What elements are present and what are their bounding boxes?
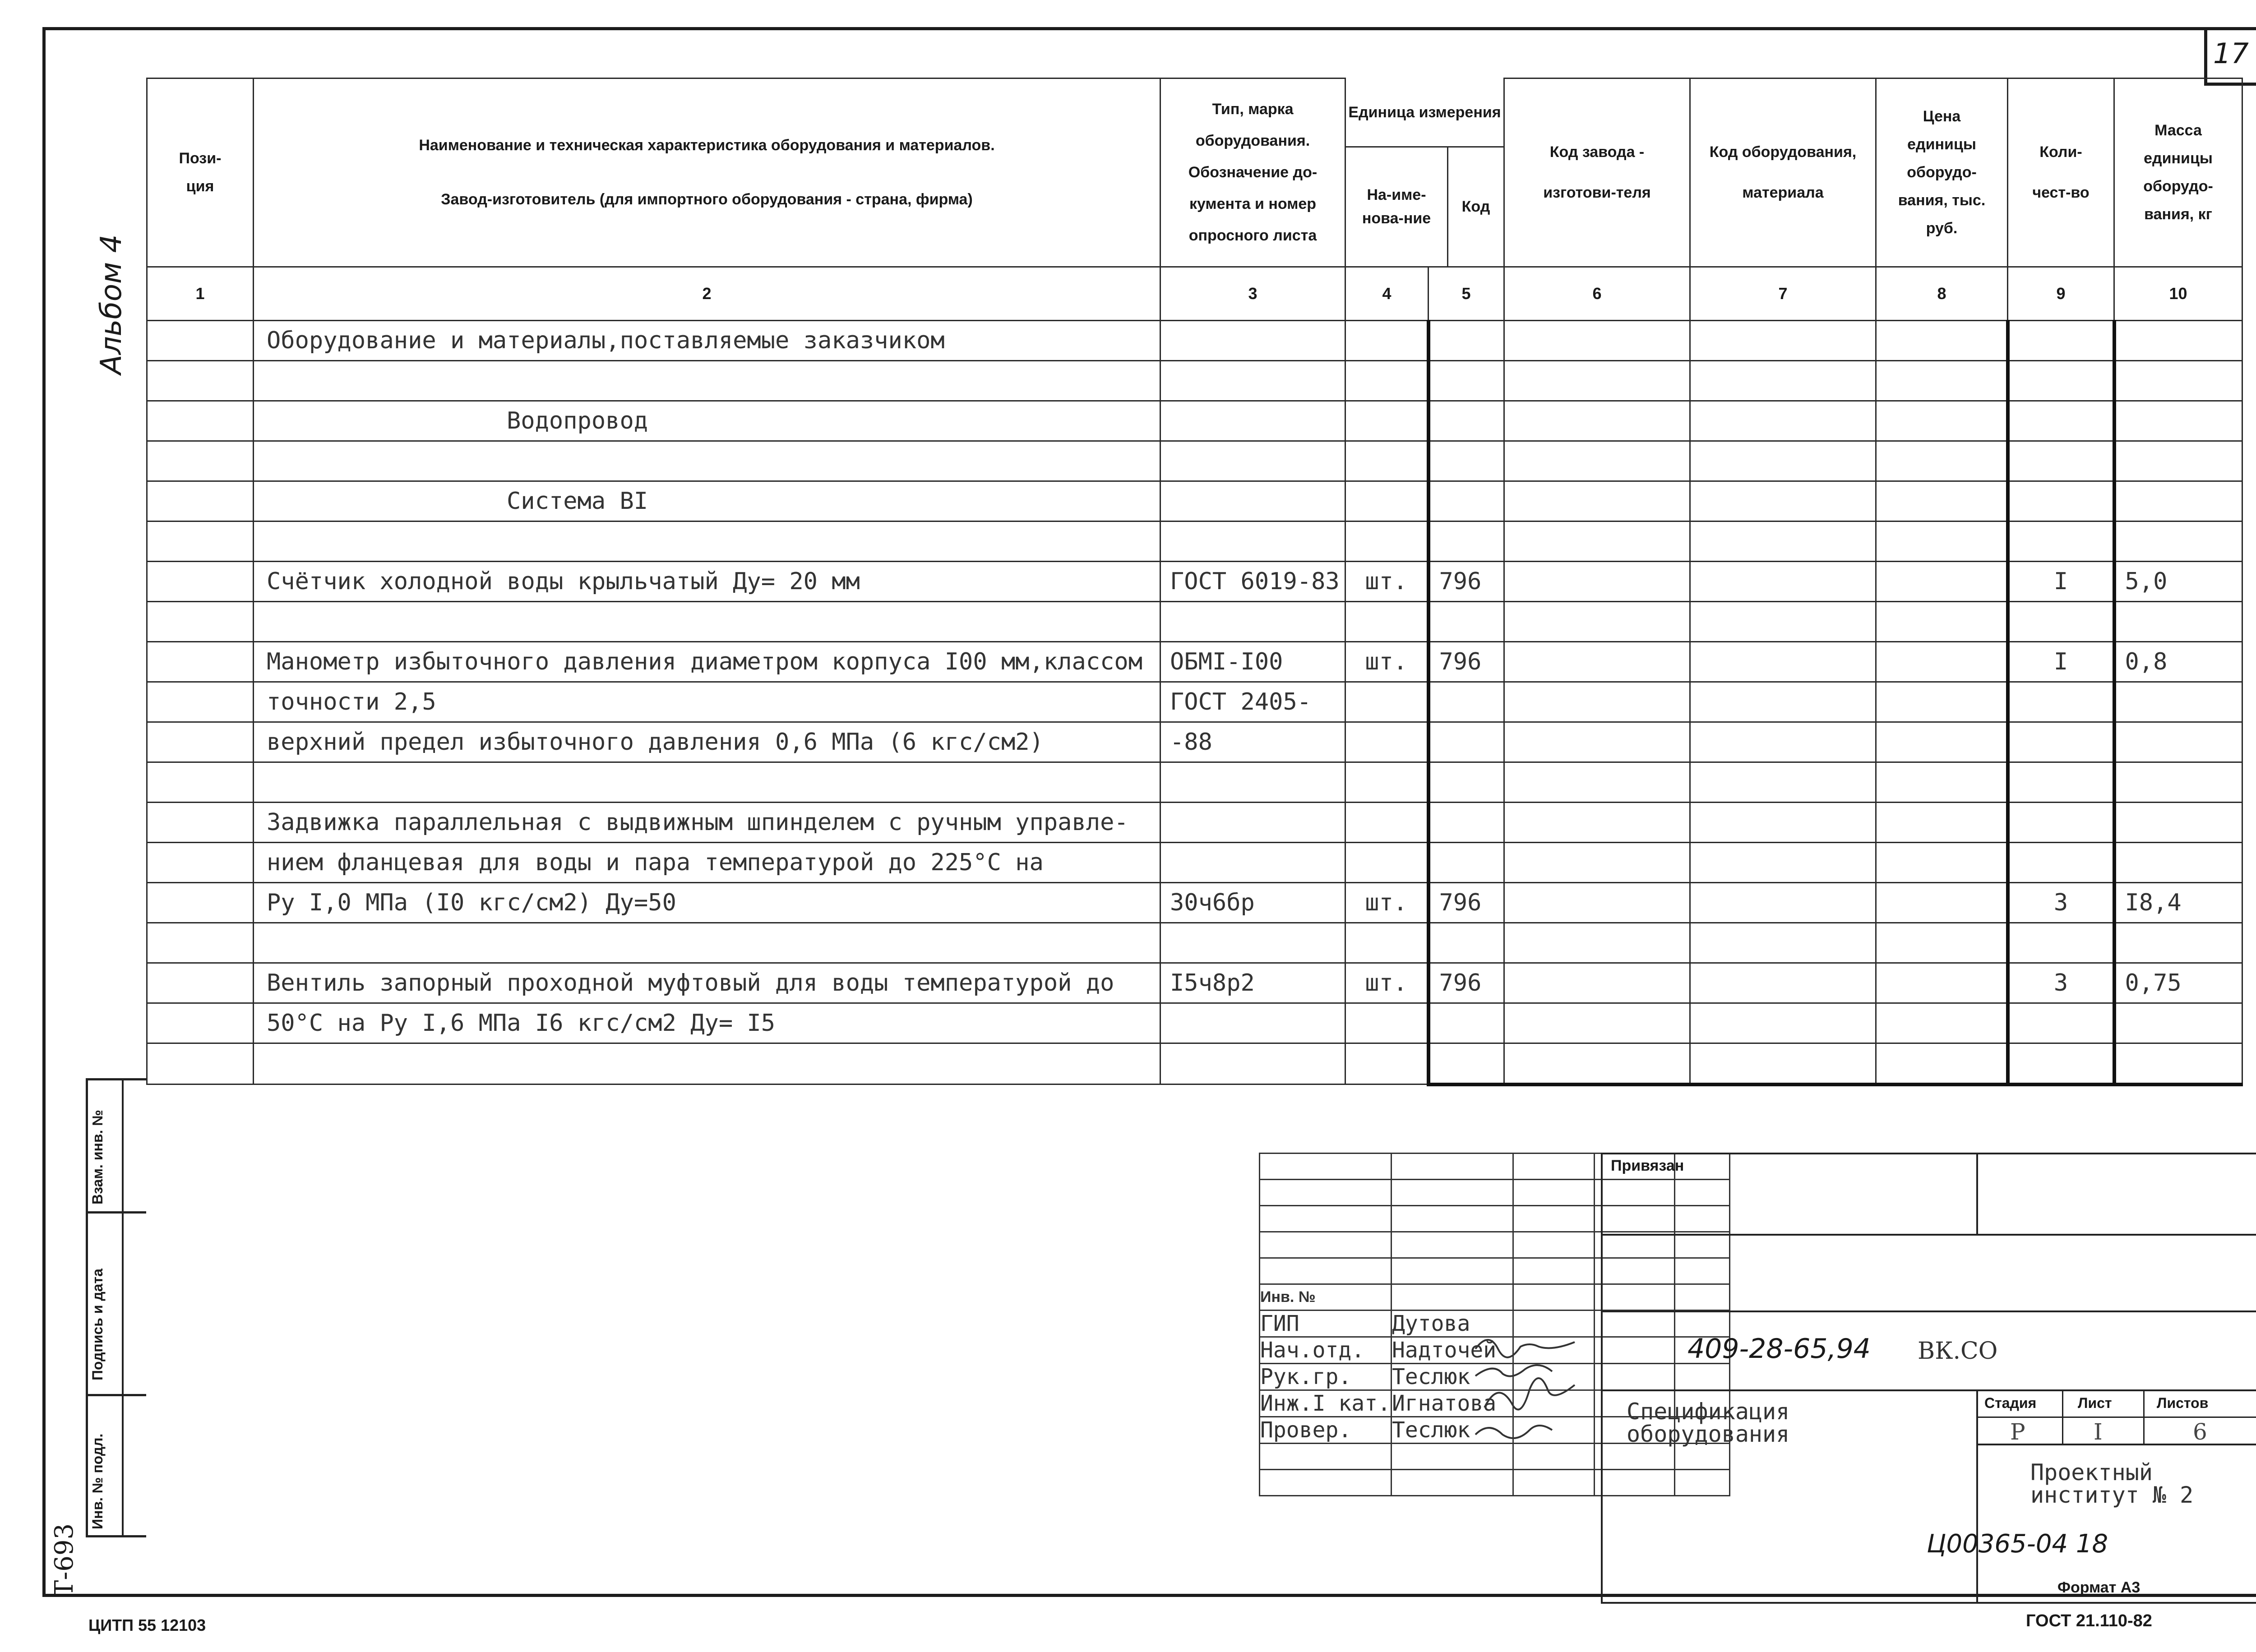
row-mass xyxy=(2114,722,2242,762)
table-row xyxy=(147,360,2242,401)
table-cell xyxy=(147,521,254,561)
row-code: 796 xyxy=(1428,882,1504,923)
row-unit xyxy=(1345,320,1428,360)
table-row xyxy=(147,561,2242,601)
table-cell xyxy=(1876,722,2008,762)
table-cell xyxy=(1690,722,1876,762)
colnum-2: 2 xyxy=(254,267,1160,320)
table-cell xyxy=(1876,682,2008,722)
table-cell xyxy=(147,963,254,1003)
row-name: Оборудование и материалы,поставляемые заказчиком xyxy=(254,320,1160,360)
table-row xyxy=(147,963,2242,1003)
table-cell xyxy=(147,842,254,882)
row-code xyxy=(1428,320,1504,360)
table-row xyxy=(147,441,2242,481)
row-code xyxy=(1428,722,1504,762)
row-code xyxy=(1428,521,1504,561)
inv-no-label: Инв. № xyxy=(1260,1284,1392,1311)
table-cell xyxy=(1690,842,1876,882)
orig-inv-label: Инв. № подл. xyxy=(89,1433,106,1529)
row-unit xyxy=(1345,521,1428,561)
stage-header: Стадия xyxy=(1984,1395,2037,1411)
colnum-10: 10 xyxy=(2114,267,2242,320)
table-cell xyxy=(1690,481,1876,521)
colnum-6: 6 xyxy=(1504,267,1690,320)
role-head: Нач.отд. xyxy=(1260,1337,1392,1364)
row-name: точности 2,5 xyxy=(254,682,1160,722)
row-unit xyxy=(1345,601,1428,641)
row-unit xyxy=(1345,1003,1428,1043)
row-qty xyxy=(2008,481,2114,521)
row-type: ОБМI-I00 xyxy=(1160,641,1345,682)
tb-divider xyxy=(1976,1153,1978,1234)
attached-label: Привязан xyxy=(1611,1157,1684,1174)
handwritten-code: Ц00365-04 18 xyxy=(1927,1529,2108,1559)
row-mass xyxy=(2114,320,2242,360)
signatures-drawing xyxy=(1471,1326,1606,1448)
table-cell xyxy=(1504,521,1690,561)
table-cell xyxy=(147,360,254,401)
table-cell xyxy=(1504,802,1690,842)
row-type xyxy=(1160,320,1345,360)
row-type xyxy=(1160,762,1345,802)
row-qty xyxy=(2008,320,2114,360)
table-cell xyxy=(147,882,254,923)
row-unit xyxy=(1345,401,1428,441)
table-cell xyxy=(147,1043,254,1084)
row-qty xyxy=(2008,1043,2114,1084)
table-row xyxy=(147,1003,2242,1043)
row-code xyxy=(1428,360,1504,401)
table-cell xyxy=(147,802,254,842)
header-type: Тип, марка оборудования. Обозначение до-кумента и номер опросного листа xyxy=(1160,78,1345,267)
row-name: верхний предел избыточного давления 0,6 МПа (6 кгс/см2) xyxy=(254,722,1160,762)
table-cell xyxy=(1876,360,2008,401)
row-code: 796 xyxy=(1428,641,1504,682)
table-row xyxy=(147,641,2242,682)
name-lead: Теслюк xyxy=(1391,1364,1513,1390)
row-code xyxy=(1428,762,1504,802)
row-unit xyxy=(1345,481,1428,521)
table-cell xyxy=(1690,882,1876,923)
table-cell xyxy=(1504,641,1690,682)
tb-divider xyxy=(1601,1234,2256,1236)
row-name xyxy=(254,762,1160,802)
gost-standard: ГОСТ 21.110-82 xyxy=(2026,1611,2152,1630)
table-cell xyxy=(1690,441,1876,481)
table-cell xyxy=(1504,842,1690,882)
table-row xyxy=(147,1043,2242,1084)
header-equipment-code: Код оборудования, материала xyxy=(1690,78,1876,267)
row-mass xyxy=(2114,601,2242,641)
row-qty: 3 xyxy=(2008,882,2114,923)
row-code xyxy=(1428,842,1504,882)
table-cell xyxy=(1504,882,1690,923)
table-cell xyxy=(1504,320,1690,360)
row-type xyxy=(1160,802,1345,842)
table-cell xyxy=(147,401,254,441)
tb-divider xyxy=(1976,1417,2256,1418)
row-name: Вентиль запорный проходной муфтовый для воды температурой до xyxy=(254,963,1160,1003)
side-divider xyxy=(86,1211,146,1214)
table-cell xyxy=(147,923,254,963)
row-mass xyxy=(2114,401,2242,441)
table-cell xyxy=(1690,601,1876,641)
table-cell xyxy=(147,601,254,641)
role-engineer: Инж.I кат. xyxy=(1260,1391,1391,1416)
row-mass xyxy=(2114,923,2242,963)
row-code: 796 xyxy=(1428,963,1504,1003)
row-unit: шт. xyxy=(1345,882,1428,923)
table-row xyxy=(147,802,2242,842)
table-row xyxy=(147,521,2242,561)
table-cell xyxy=(1876,320,2008,360)
table-cell xyxy=(1876,401,2008,441)
row-type xyxy=(1160,481,1345,521)
row-mass xyxy=(2114,1003,2242,1043)
table-cell xyxy=(1876,441,2008,481)
table-row xyxy=(147,320,2242,360)
row-name xyxy=(254,441,1160,481)
row-qty xyxy=(2008,601,2114,641)
row-type: -88 xyxy=(1160,722,1345,762)
row-code xyxy=(1428,601,1504,641)
table-cell xyxy=(1504,923,1690,963)
side-inner-line xyxy=(122,1078,124,1537)
table-cell xyxy=(1876,882,2008,923)
table-cell xyxy=(1876,641,2008,682)
table-cell xyxy=(1690,1043,1876,1084)
colnum-5: 5 xyxy=(1428,267,1504,320)
sheets-header: Листов xyxy=(2157,1395,2209,1411)
row-name xyxy=(254,360,1160,401)
header-unit: Единица измерения xyxy=(1346,78,1503,148)
table-cell xyxy=(147,441,254,481)
album-label: Альбом 4 xyxy=(95,234,128,374)
row-name: Система ВI xyxy=(254,481,1160,521)
designation: 409-28-65,94 xyxy=(1687,1333,1871,1365)
row-type xyxy=(1160,1043,1345,1084)
row-qty xyxy=(2008,360,2114,401)
row-code xyxy=(1428,923,1504,963)
name-engineer: Игнатова xyxy=(1391,1390,1513,1417)
sheets-value: 6 xyxy=(2193,1419,2207,1445)
table-cell xyxy=(1690,923,1876,963)
row-qty: I xyxy=(2008,641,2114,682)
row-type: ГОСТ 6019-83 xyxy=(1160,561,1345,601)
table-cell xyxy=(1876,601,2008,641)
row-qty xyxy=(2008,1003,2114,1043)
row-name: Водопровод xyxy=(254,401,1160,441)
tb-divider xyxy=(1976,1389,1978,1604)
table-row xyxy=(147,481,2242,521)
row-qty: 3 xyxy=(2008,963,2114,1003)
tb-divider xyxy=(1601,1311,2256,1312)
row-qty xyxy=(2008,401,2114,441)
tb-divider xyxy=(2143,1389,2145,1444)
row-code xyxy=(1428,1003,1504,1043)
row-mass xyxy=(2114,1043,2242,1084)
replace-inv-label: Взам. инв. № xyxy=(89,1110,106,1204)
colnum-3: 3 xyxy=(1160,267,1345,320)
colnum-9: 9 xyxy=(2008,267,2114,320)
row-name: 50°С на Ру I,6 МПа I6 кгс/см2 Ду= I5 xyxy=(254,1003,1160,1043)
row-unit: шт. xyxy=(1345,963,1428,1003)
table-cell xyxy=(1504,963,1690,1003)
table-cell xyxy=(1876,1003,2008,1043)
row-unit xyxy=(1345,842,1428,882)
colnum-4: 4 xyxy=(1345,267,1428,320)
role-lead: Рук.гр. xyxy=(1260,1364,1392,1390)
table-cell xyxy=(147,481,254,521)
row-type xyxy=(1160,601,1345,641)
header-unit-name: На-име-нова-ние xyxy=(1346,148,1448,266)
row-code xyxy=(1428,682,1504,722)
format-label: Формат А3 xyxy=(2057,1579,2140,1596)
table-cell xyxy=(147,641,254,682)
table-cell xyxy=(1504,1043,1690,1084)
row-type xyxy=(1160,401,1345,441)
table-cell xyxy=(1876,802,2008,842)
row-mass: 0,8 xyxy=(2114,641,2242,682)
doc-number: Т-693 xyxy=(50,1523,79,1597)
row-mass xyxy=(2114,360,2242,401)
row-code xyxy=(1428,802,1504,842)
row-unit: шт. xyxy=(1345,641,1428,682)
row-code xyxy=(1428,441,1504,481)
table-cell xyxy=(1504,601,1690,641)
header-quantity: Коли-чест-во xyxy=(2008,78,2114,267)
row-code xyxy=(1428,1043,1504,1084)
designation-suffix: ВК.СО xyxy=(1918,1338,1998,1365)
table-cell xyxy=(1504,481,1690,521)
table-cell xyxy=(1690,802,1876,842)
row-unit xyxy=(1345,722,1428,762)
header-unit-code: Код xyxy=(1461,198,1490,215)
row-name: нием фланцевая для воды и пара температурой до 225°С на xyxy=(254,842,1160,882)
row-qty: I xyxy=(2008,561,2114,601)
org-line1: Проектный xyxy=(2030,1459,2153,1486)
table-cell xyxy=(1876,481,2008,521)
table-cell xyxy=(1876,842,2008,882)
table-cell xyxy=(147,561,254,601)
org-line2: институт № 2 xyxy=(2030,1482,2194,1508)
table-row xyxy=(147,762,2242,802)
row-unit xyxy=(1345,923,1428,963)
row-qty xyxy=(2008,722,2114,762)
row-mass xyxy=(2114,762,2242,802)
name-gip: Дутова xyxy=(1391,1311,1513,1337)
row-type: I5ч8р2 xyxy=(1160,963,1345,1003)
row-unit: шт. xyxy=(1345,561,1428,601)
table-cell xyxy=(1690,401,1876,441)
table-cell xyxy=(1504,441,1690,481)
tb-divider xyxy=(1601,1389,2256,1391)
table-cell xyxy=(1690,320,1876,360)
row-mass: 0,75 xyxy=(2114,963,2242,1003)
table-cell xyxy=(147,762,254,802)
table-cell xyxy=(1876,963,2008,1003)
role-checker: Провер. xyxy=(1260,1417,1392,1444)
row-code xyxy=(1428,401,1504,441)
table-cell xyxy=(147,682,254,722)
row-mass xyxy=(2114,682,2242,722)
table-cell xyxy=(1876,1043,2008,1084)
table-row xyxy=(147,923,2242,963)
table-cell xyxy=(1690,561,1876,601)
row-type xyxy=(1160,360,1345,401)
table-cell xyxy=(1504,561,1690,601)
row-qty xyxy=(2008,441,2114,481)
table-row xyxy=(147,722,2242,762)
bottom-left-code: ЦИТП 55 12103 xyxy=(88,1616,206,1634)
row-unit xyxy=(1345,360,1428,401)
row-type xyxy=(1160,1003,1345,1043)
name-checker: Теслюк xyxy=(1391,1417,1513,1444)
doc-title-line1: Спецификация xyxy=(1627,1398,1790,1425)
row-type: ГОСТ 2405- xyxy=(1160,682,1345,722)
row-qty xyxy=(2008,923,2114,963)
row-name: Манометр избыточного давления диаметром корпуса I00 мм,классом xyxy=(254,641,1160,682)
signature-date-label: Подпись и дата xyxy=(89,1269,106,1380)
header-factory-code: Код завода - изготови-теля xyxy=(1504,78,1690,267)
row-unit xyxy=(1345,682,1428,722)
colnum-8: 8 xyxy=(1876,267,2008,320)
row-qty xyxy=(2008,521,2114,561)
table-row xyxy=(147,842,2242,882)
table-cell xyxy=(1876,762,2008,802)
row-mass xyxy=(2114,441,2242,481)
table-cell xyxy=(147,320,254,360)
row-mass xyxy=(2114,521,2242,561)
header-name xyxy=(254,78,1160,267)
row-name xyxy=(254,923,1160,963)
table-cell xyxy=(1690,963,1876,1003)
header-unit-price: Цена единицы оборудо-вания, тыс. руб. xyxy=(1876,78,2008,267)
row-mass xyxy=(2114,481,2242,521)
row-unit xyxy=(1345,762,1428,802)
row-type xyxy=(1160,842,1345,882)
table-cell xyxy=(1504,762,1690,802)
table-cell xyxy=(1876,521,2008,561)
table-cell xyxy=(1504,360,1690,401)
table-cell xyxy=(1690,521,1876,561)
row-mass xyxy=(2114,842,2242,882)
table-cell xyxy=(1690,762,1876,802)
row-code xyxy=(1428,481,1504,521)
table-cell xyxy=(1876,561,2008,601)
table-cell xyxy=(1690,641,1876,682)
doc-title-line2: оборудования xyxy=(1627,1421,1790,1447)
table-cell xyxy=(147,1003,254,1043)
name-head: Надточей xyxy=(1391,1337,1513,1364)
row-name xyxy=(254,521,1160,561)
row-mass: 5,0 xyxy=(2114,561,2242,601)
header-name-line1: Наименование и техническая характеристика оборудования и материалов. xyxy=(419,137,995,154)
table-cell xyxy=(1690,1003,1876,1043)
role-gip: ГИП xyxy=(1260,1311,1392,1337)
row-qty xyxy=(2008,842,2114,882)
table-cell xyxy=(1504,401,1690,441)
row-name: Ру I,0 МПа (I0 кгс/см2) Ду=50 xyxy=(254,882,1160,923)
specification-table xyxy=(146,78,2243,1086)
table-row xyxy=(147,401,2242,441)
row-unit xyxy=(1345,1043,1428,1084)
side-divider xyxy=(86,1394,146,1396)
header-unit-mass: Масса единицы оборудо-вания, кг xyxy=(2114,78,2242,267)
row-mass xyxy=(2114,802,2242,842)
table-cell xyxy=(1504,682,1690,722)
table-cell xyxy=(1690,360,1876,401)
table-cell xyxy=(147,722,254,762)
table-cell xyxy=(1504,1003,1690,1043)
row-name xyxy=(254,601,1160,641)
header-name-line2: Завод-изготовитель (для импортного оборудования - страна, фирма) xyxy=(441,191,973,208)
row-type xyxy=(1160,441,1345,481)
table-row xyxy=(147,682,2242,722)
sheet-value: I xyxy=(2094,1419,2103,1445)
tb-divider xyxy=(2062,1389,2063,1444)
header-unit-group xyxy=(1345,78,1504,267)
row-name: Счётчик холодной воды крыльчатый Ду= 20 мм xyxy=(254,561,1160,601)
sheet-corner-number: 17 xyxy=(2213,37,2249,70)
header-position: Пози- ция xyxy=(147,78,254,267)
row-type xyxy=(1160,521,1345,561)
colnum-7: 7 xyxy=(1690,267,1876,320)
colnum-1: 1 xyxy=(147,267,254,320)
stage-value: Р xyxy=(2010,1419,2025,1445)
row-qty xyxy=(2008,682,2114,722)
row-code: 796 xyxy=(1428,561,1504,601)
table-cell xyxy=(1876,923,2008,963)
row-mass: I8,4 xyxy=(2114,882,2242,923)
row-type xyxy=(1160,923,1345,963)
row-name: Задвижка параллельная с выдвижным шпинделем с ручным управле- xyxy=(254,802,1160,842)
sheet-header: Лист xyxy=(2078,1395,2112,1411)
row-type: 30ч6бр xyxy=(1160,882,1345,923)
table-row xyxy=(147,601,2242,641)
table-cell xyxy=(1690,682,1876,722)
table-row xyxy=(147,882,2242,923)
row-name xyxy=(254,1043,1160,1084)
table-cell xyxy=(1504,722,1690,762)
row-unit xyxy=(1345,441,1428,481)
row-unit xyxy=(1345,802,1428,842)
row-qty xyxy=(2008,802,2114,842)
row-qty xyxy=(2008,762,2114,802)
